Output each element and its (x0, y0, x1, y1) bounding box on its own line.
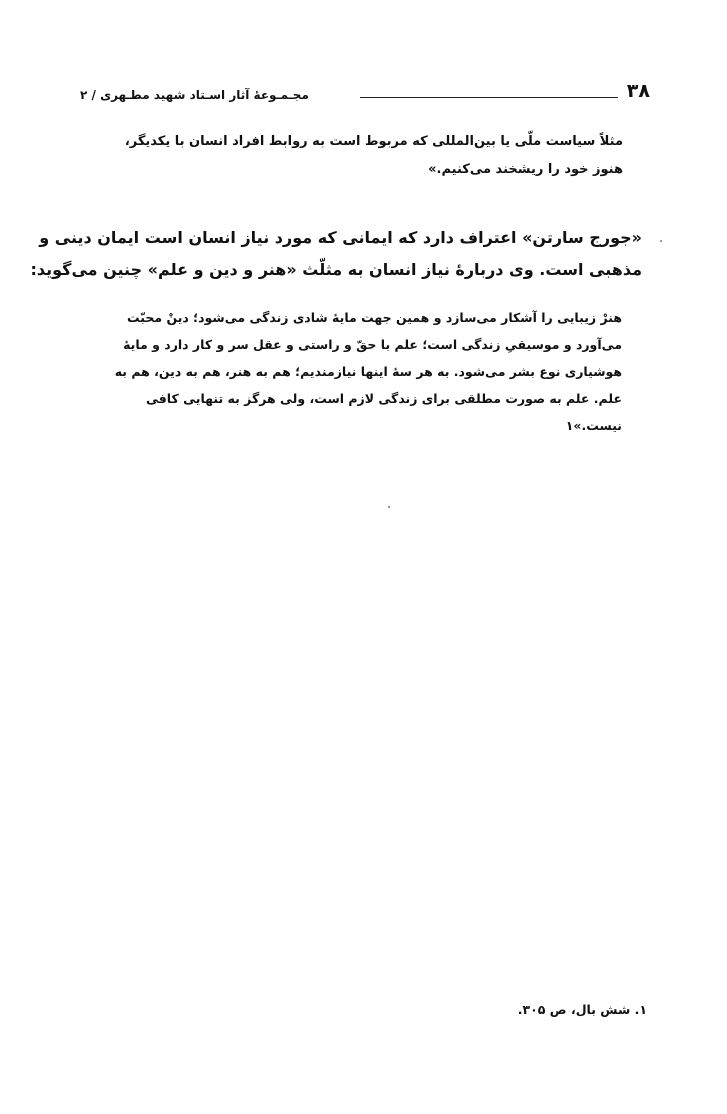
quote-line: هوشیاری نوع بشر می‌شود. به هر سهٔ اینها نیازمندیم؛ هم به هنر، هم به دین، هم به (114, 364, 622, 379)
quote-line: می‌آورد و موسیقیِ زندگی است؛ علم با حقّ و راستی و عقل سر و کار دارد و مایهٔ (123, 337, 622, 352)
header-rule (360, 97, 618, 98)
quote-line: نیست.»۱ (565, 418, 622, 433)
paragraph-line: «جورج سارتن» اعتراف دارد که ایمانی که مورد نیاز انسان است ایمان دینی و (39, 228, 642, 247)
paragraph-line: مذهبی است. وی دربارهٔ نیاز انسان به مثلّث «هنر و دین و علم» چنین می‌گوید: (30, 260, 642, 279)
page-number: ۳۸ (626, 80, 650, 102)
body-paragraph (30, 222, 642, 286)
running-title: مجـمـوعهٔ آثار اسـتاد شهید مطـهری / ۲ (80, 88, 309, 102)
block-quote (62, 304, 622, 439)
page-header (80, 80, 650, 106)
quote-line: مثلاً سیاست ملّی یا بین‌المللی که مربوط است به روابط افراد انسان با یکدیگر، (124, 134, 623, 149)
quote-line: هنرْ زیبایی را آشکار می‌سازد و همین جهت مایهٔ شادی زندگی می‌شود؛ دینْ محبّت (127, 310, 622, 325)
quote-line: علم. علم به صورت مطلقی برای زندگی لازم است، ولی هرگز به تنهایی کافی (145, 391, 622, 406)
scan-speck (388, 506, 390, 508)
quote-line: هنوز خود را ریشخند می‌کنیم.» (428, 162, 623, 177)
footnote: ۱. شش بال، ص ۳۰۵. (517, 1002, 647, 1017)
quote-continuation (63, 128, 623, 184)
scan-speck (660, 240, 662, 242)
